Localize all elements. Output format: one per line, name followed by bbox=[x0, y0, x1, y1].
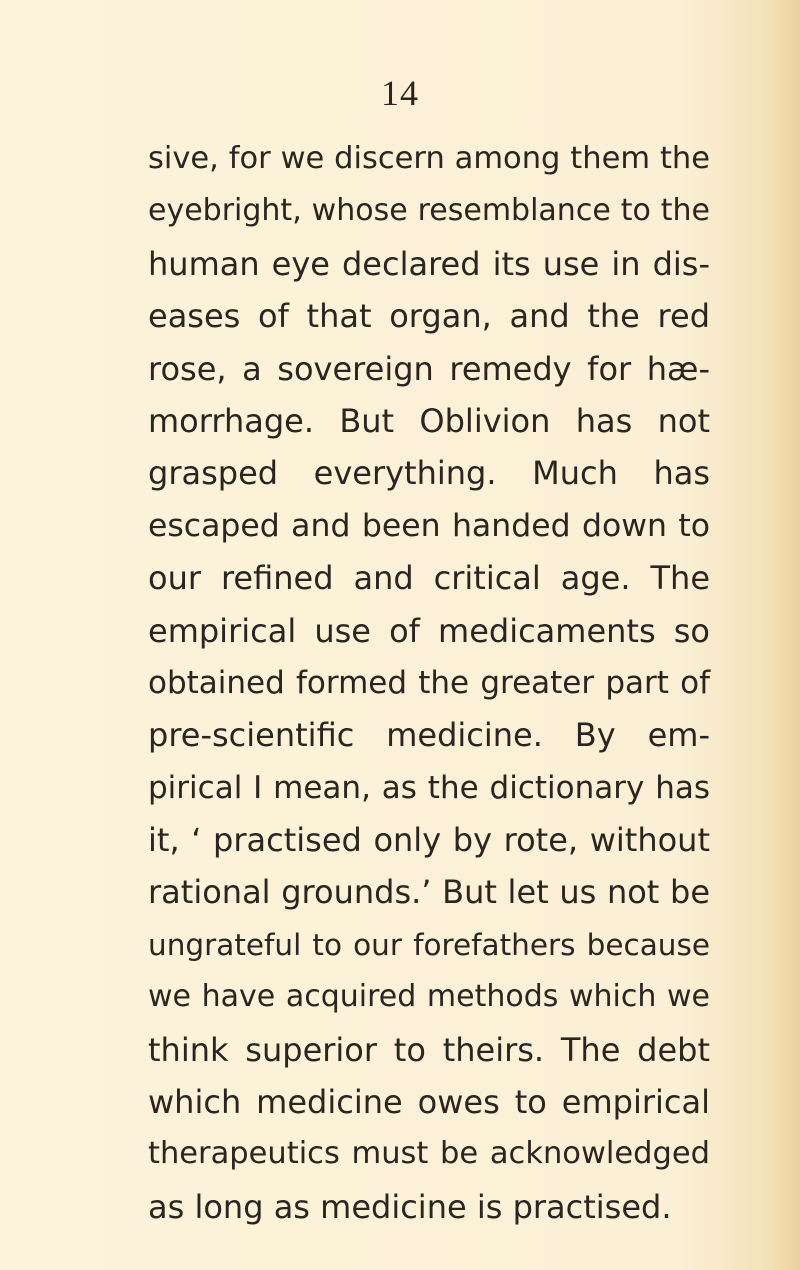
text-line: rational grounds.’ But let us not be bbox=[148, 873, 710, 912]
text-line: escaped and been handed down to bbox=[148, 507, 710, 544]
text-line: think superior to theirs. The debt bbox=[148, 1030, 710, 1069]
text-line: pirical I mean, as the dictionary has bbox=[148, 769, 710, 806]
text-line: empirical use of medicaments so bbox=[148, 611, 710, 650]
text-line: it, ‘ practised only by rote, without bbox=[148, 821, 710, 860]
text-line: eyebright, whose resemblance to the bbox=[148, 193, 710, 229]
text-line: grasped everything. Much has bbox=[148, 454, 710, 493]
text-line: morrhage. But Oblivion has not bbox=[148, 401, 710, 440]
text-line: rose, a sovereign remedy for hæ- bbox=[148, 349, 710, 388]
text-line: we have acquired methods which we bbox=[148, 979, 710, 1015]
text-line: ungrateful to our forefathers because bbox=[148, 927, 710, 962]
text-line: which medicine owes to empirical bbox=[148, 1083, 710, 1122]
page-number: 14 bbox=[381, 73, 419, 113]
text-line: pre-scientific medicine. By em- bbox=[148, 716, 710, 755]
text-line: obtained formed the greater part of bbox=[148, 664, 710, 701]
text-line: our refined and critical age. The bbox=[148, 559, 710, 598]
text-line: as long as medicine is practised. bbox=[148, 1187, 672, 1226]
text-line: sive, for we discern among them the bbox=[148, 141, 710, 176]
body-text bbox=[148, 133, 710, 1233]
text-line: therapeutics must be acknowledged bbox=[148, 1136, 710, 1172]
text-line: human eye declared its use in dis- bbox=[148, 244, 710, 283]
text-line: eases of that organ, and the red bbox=[148, 297, 710, 336]
